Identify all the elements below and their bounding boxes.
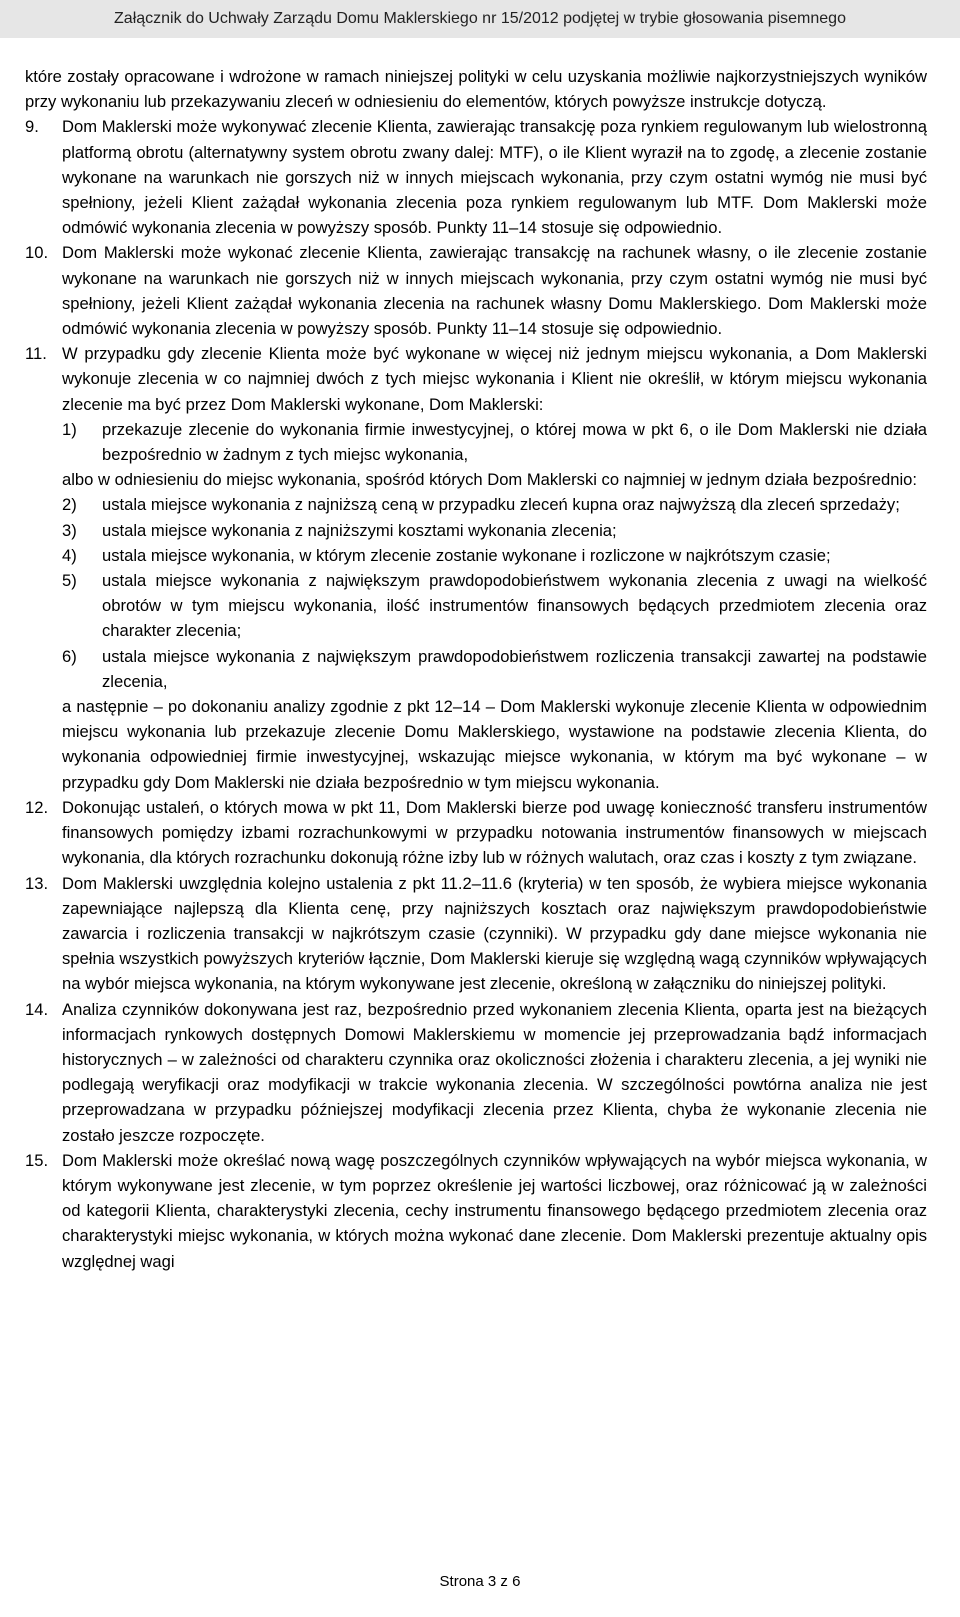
conclusion-paragraph: a następnie – po dokonaniu analizy zgodnie z pkt 12–14 – Dom Maklerski wykonuje zlecenie Klienta w odpowiednim miejscu wykonania lub przekazuje zlecenie Domu Maklerskiego, wystawione na podstawie zlecenia Klienta, do wykonania odpowiedniej firmie inwestycyjnej, wskazując miejsce wykonania, w którym ma być wykonane – w przypadku gdy Dom Maklerski nie działa bezpośrednio w tym miejscu wykonania.: [62, 697, 927, 792]
item-text: W przypadku gdy zlecenie Klienta może być wykonane w więcej niż jednym miejscu wykonania, a Dom Maklerski wykonuje zlecenia w co najmniej dwóch z tych miejsc wykonania i Klient nie określił, w którym miejscu wykonania zlecenie ma być przez Dom Maklerski wykonane, Dom Maklerski:: [62, 344, 927, 414]
sub-item-text: ustala miejsce wykonania z najniższymi kosztami wykonania zlecenia;: [102, 520, 617, 540]
item-number: 14.: [25, 999, 49, 1019]
item-number: 10.: [25, 243, 49, 263]
sub-list-item: [25, 543, 927, 568]
sub-item-number: 5): [62, 571, 77, 591]
item-number: 13.: [25, 873, 49, 893]
list-item: [25, 871, 927, 997]
item-text: Dokonując ustaleń, o których mowa w pkt 11, Dom Maklerski bierze pod uwagę konieczność transferu instrumentów finansowych pomiędzy izbami rozrachunkowymi w przypadku notowania instrumentów finansowych w miejscach wykonania, dla których rozrachunku dokonują różne izby lub w różnych walutach, oraz czas i koszty z tym związane.: [62, 797, 927, 868]
sub-list-item: [25, 568, 927, 644]
page-footer: [0, 1573, 960, 1590]
item-text: Analiza czynników dokonywana jest raz, bezpośrednio przed wykonaniem zlecenia Klienta, oparta jest na bieżących informacjach rynkowych dostępnych Domowi Maklerskiemu w momencie jej przeprowadzania bądź informacjach historycznych – w zależności od charakteru czynnika oraz okoliczności złożenia i charakteru zlecenia, a jej wyniki nie podlegają weryfikacji oraz modyfikacji w trakcie wykonania zlecenia. W szczególności powtórna analiza nie jest przeprowadzana w przypadku późniejszej modyfikacji zlecenia przez Klienta, chyba że wykonanie zlecenia nie zostało jeszcze rozpoczęte.: [62, 999, 927, 1145]
document-body: [25, 64, 927, 1274]
item-number: 9.: [25, 117, 39, 137]
sub-item-number: 4): [62, 545, 77, 565]
item-text: Dom Maklerski może określać nową wagę poszczególnych czynników wpływających na wybór miejsca wykonania, w którym wykonywane jest zlecenie, w tym poprzez określenie jej wartości liczbowej, oraz różnicować ją w zależności od kategorii Klienta, charakterystyki zlecenia, cechy instrumentu finansowego będącego przedmiotem zlecenia oraz charakterystyki miejsc wykonania, w których można wykonać dane zlecenie. Dom Maklerski prezentuje aktualny opis względnej wagi: [62, 1150, 927, 1271]
page-header: [0, 0, 960, 38]
sub-list-item: [25, 518, 927, 543]
sub-item-number: 6): [62, 646, 77, 666]
list-item: [25, 114, 927, 240]
list-item: [25, 1148, 927, 1274]
sub-item-number: 3): [62, 520, 77, 540]
item-number: 12.: [25, 797, 49, 817]
list-item: [25, 795, 927, 871]
item-text: Dom Maklerski może wykonać zlecenie Klienta, zawierając transakcję na rachunek własny, o ile zlecenie zostanie wykonane na warunkach nie gorszych niż w innych miejscach wykonania, przy czym ostatni wymóg nie musi być spełniony, jeżeli Klient zażądał wykonania zlecenia na rachunek własny Domu Maklerskiego. Dom Maklerski może odmówić wykonania zlecenia w powyższy sposób. Punkty 11–14 stosuje się odpowiednio.: [62, 243, 927, 339]
list-item: [25, 997, 927, 1148]
item-text: Dom Maklerski może wykonywać zlecenie Klienta, zawierając transakcję poza rynkiem regulowanym lub wielostronną platformą obrotu (alternatywny system obrotu zwany dalej: MTF), o ile Klient wyraził na to zgodę, a zlecenie zostanie wykonane na warunkach nie gorszych niż w innych miejscach wykonania, przy czym ostatni wymóg nie musi być spełniony, jeżeli Klient zażądał wykonania zlecenia poza rynkiem regulowanym lub MTF. Dom Maklerski może odmówić wykonania zlecenia w powyższy sposób. Punkty 11–14 stosuje się odpowiednio.: [62, 117, 927, 238]
sub-list-item: [25, 417, 927, 467]
sub-list-item: [25, 644, 927, 694]
header-title: Załącznik do Uchwały Zarządu Domu Maklerskiego nr 15/2012 podjętej w trybie głosowania pisemnego: [114, 10, 846, 27]
sub-item-text: ustala miejsce wykonania z największym prawdopodobieństwem wykonania zlecenia z uwagi na wielkość obrotów w tym miejscu wykonania, ilość instrumentów finansowych będących przedmiotem zlecenia oraz charakter zlecenia;: [102, 571, 927, 641]
sub-item-number: 2): [62, 495, 77, 515]
item-number: 11.: [25, 344, 47, 364]
sub-item-text: ustala miejsce wykonania z najniższą ceną w przypadku zleceń kupna oraz najwyższą dla zleceń sprzedaży;: [102, 495, 900, 515]
page-number: Strona 3 z 6: [439, 1573, 521, 1590]
intro-paragraph: które zostały opracowane i wdrożone w ramach niniejszej polityki w celu uzyskania możliwie najkorzystniejszych wyników przy wykonaniu lub przekazywaniu zleceń w odniesieniu do elementów, których powyższe instrukcje dotyczą.: [25, 67, 927, 112]
sub-item-text: przekazuje zlecenie do wykonania firmie inwestycyjnej, o której mowa w pkt 6, o ile Dom Maklerski nie działa bezpośrednio w żadnym z tych miejsc wykonania,: [102, 419, 927, 465]
list-item: [25, 240, 927, 341]
sub-item-text: ustala miejsce wykonania, w którym zlecenie zostanie wykonane i rozliczone w najkrótszym czasie;: [102, 545, 831, 565]
sub-item-number: 1): [62, 419, 77, 439]
sub-item-text: ustala miejsce wykonania z największym prawdopodobieństwem rozliczenia transakcji zawartej na podstawie zlecenia,: [102, 646, 927, 691]
sub-list-item: [25, 492, 927, 517]
item-text: Dom Maklerski uwzględnia kolejno ustalenia z pkt 11.2–11.6 (kryteria) w ten sposób, że wybiera miejsce wykonania zapewniające najlepszą dla Klienta cenę, przy najniższych kosztach oraz największym prawdopodobieństwie zawarcia i rozliczenia transakcji w najkrótszym czasie (czynniki). W przypadku gdy dane miejsce wykonania nie spełnia wszystkich powyższych kryteriów łącznie, Dom Maklerski kieruje się względną wagą czynników wpływających na wybór miejsca wykonania, na którym wykonywane jest zlecenie, określoną w załączniku do niniejszej polityki.: [62, 873, 927, 994]
list-item: [25, 341, 927, 417]
albo-paragraph: albo w odniesieniu do miejsc wykonania, spośród których Dom Maklerski co najmniej w jednym działa bezpośrednio:: [62, 470, 917, 490]
item-number: 15.: [25, 1150, 49, 1170]
